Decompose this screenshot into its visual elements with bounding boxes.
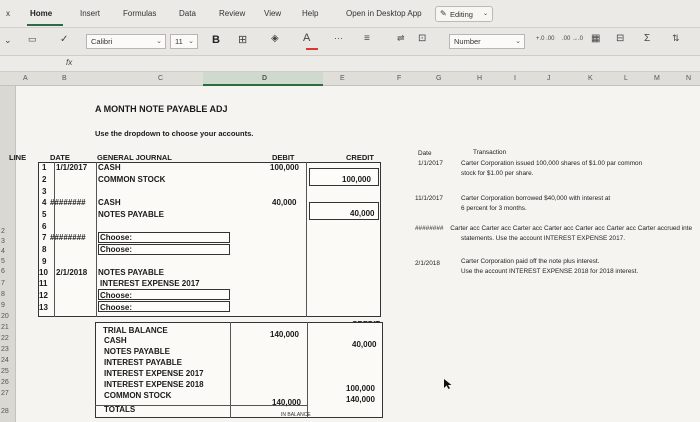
row-header[interactable]: 26 — [1, 379, 9, 386]
wrap-text-icon[interactable]: ⇌ — [397, 33, 405, 43]
journal-credit[interactable]: 100,000 — [342, 175, 371, 184]
trial-balance-account: TOTALS — [104, 405, 136, 414]
journal-line-number: 8 — [42, 245, 47, 254]
sort-filter-icon[interactable]: ⇅ — [672, 33, 680, 43]
column-header-f[interactable]: F — [397, 75, 402, 82]
journal-line-number: 6 — [42, 222, 47, 231]
row-header[interactable]: 24 — [1, 357, 9, 364]
column-header-b[interactable]: B — [62, 75, 67, 82]
instruction-text: Use the dropdown to choose your accounts. — [95, 129, 254, 138]
column-header-i[interactable]: I — [514, 75, 516, 82]
journal-line-number: 1 — [42, 163, 47, 172]
chevron-down-icon: ⌄ — [515, 38, 521, 45]
journal-header-credit: CREDIT — [346, 153, 374, 162]
journal-credit[interactable]: 40,000 — [350, 209, 375, 218]
decrease-decimal-button[interactable]: .00 →.0 — [562, 36, 584, 42]
trial-balance-account: NOTES PAYABLE — [104, 347, 170, 356]
active-tab-indicator — [27, 24, 63, 26]
column-header-bar — [0, 72, 700, 86]
row-header[interactable]: 6 — [1, 268, 5, 275]
trial-balance-title: TRIAL BALANCE — [103, 326, 168, 335]
font-size-value: 11 — [175, 37, 183, 46]
ribbon-tabs — [0, 0, 700, 28]
journal-account[interactable]: COMMON STOCK — [98, 175, 166, 184]
journal-line-number: 3 — [42, 187, 47, 196]
tab-home[interactable]: Home — [30, 9, 53, 18]
transaction-text: Carter Corporation issued 100,000 shares of $1.00 par common — [461, 160, 643, 167]
trial-balance-account: INTEREST PAYABLE — [104, 358, 182, 367]
row-header[interactable]: 28 — [1, 408, 9, 415]
format-table-icon[interactable]: ⊟ — [616, 33, 625, 44]
journal-header-debit: DEBIT — [272, 153, 295, 162]
journal-line-number: 5 — [42, 210, 47, 219]
column-header-l[interactable]: L — [624, 75, 628, 82]
journal-account[interactable]: CASH — [98, 163, 121, 172]
journal-debit[interactable]: 40,000 — [272, 198, 297, 207]
font-color-swatch — [306, 48, 318, 50]
sheet-title: A MONTH NOTE PAYABLE ADJ — [95, 104, 228, 114]
font-size-select[interactable] — [170, 34, 198, 49]
trial-balance-credit: 40,000 — [352, 340, 377, 349]
font-name-select[interactable] — [86, 34, 166, 49]
formula-bar[interactable] — [0, 56, 700, 72]
chevron-down-icon: ⌄ — [156, 38, 162, 45]
fill-color-icon[interactable]: ◈ — [271, 33, 279, 44]
column-header-g[interactable]: G — [436, 75, 442, 82]
bold-button[interactable]: B — [212, 34, 220, 46]
ribbon-toolbar — [0, 28, 700, 56]
chevron-down-icon[interactable]: ⌄ — [4, 35, 12, 45]
row-header[interactable]: 3 — [1, 238, 5, 245]
conditional-format-icon[interactable]: ▦ — [591, 33, 601, 44]
journal-line-number: 4 — [42, 198, 47, 207]
editing-mode-button[interactable] — [435, 6, 493, 22]
journal-account-dropdown[interactable]: Choose: — [100, 303, 132, 312]
trial-balance-debit: 140,000 — [270, 330, 299, 339]
journal-debit[interactable]: 100,000 — [270, 163, 299, 172]
journal-line-number: 7 — [42, 233, 47, 242]
journal-account[interactable]: CASH — [98, 198, 121, 207]
paste-icon[interactable]: ▭ — [28, 34, 37, 44]
more-options-button[interactable]: ··· — [334, 33, 343, 43]
align-icon[interactable]: ≡ — [364, 33, 370, 44]
tab-data[interactable]: Data — [179, 9, 196, 18]
row-header[interactable]: 21 — [1, 324, 9, 331]
column-header-m[interactable]: M — [654, 75, 660, 82]
row-header[interactable]: 2 — [1, 228, 5, 235]
trial-balance-account: COMMON STOCK — [104, 391, 172, 400]
transactions-header-transaction: Transaction — [473, 149, 507, 156]
journal-account-dropdown[interactable]: Choose: — [100, 233, 132, 242]
journal-line-number: 9 — [42, 257, 47, 266]
column-divider — [230, 322, 231, 418]
transaction-date: 1/1/2017 — [418, 160, 443, 167]
borders-icon[interactable]: ⊞ — [238, 34, 248, 46]
row-header[interactable]: 5 — [1, 258, 5, 265]
tab-help[interactable]: Help — [302, 9, 319, 18]
transaction-date: 11/1/2017 — [415, 195, 443, 202]
journal-account[interactable]: INTEREST EXPENSE 2017 — [100, 279, 200, 288]
column-header-n[interactable]: N — [686, 75, 692, 82]
row-header[interactable]: 27 — [1, 390, 9, 397]
transaction-row — [415, 225, 700, 232]
journal-account-dropdown[interactable]: Choose: — [100, 245, 132, 254]
row-header[interactable]: 20 — [1, 313, 9, 320]
transaction-text: statements. Use the account INTEREST EXPENSE 2017. — [461, 235, 625, 242]
row-header[interactable]: 7 — [1, 280, 5, 287]
trial-balance-total-credit: 140,000 — [346, 395, 375, 404]
journal-header-line: LINE — [9, 153, 27, 162]
journal-line-number: 11 — [39, 279, 48, 288]
row-header[interactable]: 23 — [1, 346, 9, 353]
column-header-d[interactable]: D — [262, 75, 268, 82]
format-painter-icon[interactable]: ✓ — [60, 34, 69, 45]
transactions-header-date: Date — [418, 150, 432, 157]
journal-account[interactable]: NOTES PAYABLE — [98, 210, 164, 219]
trial-balance-account: CASH — [104, 336, 127, 345]
journal-line-number: 2 — [42, 175, 47, 184]
trial-balance-account: INTEREST EXPENSE 2017 — [104, 369, 204, 378]
journal-account-dropdown[interactable]: Choose: — [100, 291, 132, 300]
chevron-down-icon: ⌄ — [482, 11, 488, 17]
tab-insert[interactable]: Insert — [80, 9, 101, 18]
editing-label: Editing — [450, 10, 473, 19]
number-format-value: Number — [454, 37, 481, 46]
journal-date[interactable]: 2/1/2018 — [56, 268, 88, 277]
column-header-k[interactable]: K — [588, 75, 593, 82]
journal-header-date: DATE — [50, 153, 70, 162]
journal-date[interactable]: ######## — [50, 198, 86, 207]
journal-line-number: 10 — [39, 268, 48, 277]
column-divider — [96, 162, 97, 317]
tab-review[interactable]: Review — [219, 9, 246, 18]
column-divider — [306, 162, 307, 317]
journal-line-number: 13 — [39, 303, 48, 312]
journal-date[interactable]: ######## — [50, 233, 86, 242]
row-header[interactable]: 22 — [1, 335, 9, 342]
trial-balance-account: INTEREST EXPENSE 2018 — [104, 380, 204, 389]
transaction-text: Use the account INTEREST EXPENSE 2018 for 2018 interest. — [461, 268, 639, 275]
chevron-down-icon: ⌄ — [188, 38, 194, 45]
number-format-select[interactable] — [449, 34, 525, 49]
column-header-e[interactable]: E — [340, 75, 345, 82]
journal-account[interactable]: NOTES PAYABLE — [98, 268, 164, 277]
transaction-text: Carter Corporation paid off the note plus interest. — [461, 258, 600, 265]
row-header[interactable]: 8 — [1, 291, 5, 298]
function-icon[interactable]: fx — [66, 58, 73, 67]
merge-icon[interactable]: ⊡ — [418, 33, 427, 44]
font-color-icon[interactable]: A — [303, 32, 311, 44]
balance-status: IN BALANCE — [281, 412, 311, 418]
open-in-desktop-button[interactable]: Open in Desktop App — [346, 9, 422, 18]
column-divider — [307, 322, 308, 418]
increase-decimal-button[interactable]: +.0 .00 — [536, 36, 555, 42]
journal-header-account: GENERAL JOURNAL — [97, 153, 172, 162]
column-header-j[interactable]: J — [547, 75, 551, 82]
pencil-icon: ✎ — [440, 9, 447, 18]
autosum-icon[interactable]: Σ — [644, 33, 651, 44]
font-name-value: Calibri — [91, 37, 113, 46]
transaction-text: stock for $1.00 per share. — [461, 170, 534, 177]
mouse-cursor-icon — [444, 379, 452, 389]
row-header[interactable]: 4 — [1, 248, 5, 255]
tab-formulas[interactable]: Formulas — [123, 9, 157, 18]
transaction-text: Carter Corporation borrowed $40,000 with interest at — [461, 195, 611, 202]
column-header-h[interactable]: H — [477, 75, 483, 82]
row-header[interactable]: 9 — [1, 302, 5, 309]
tab-view[interactable]: View — [264, 9, 282, 18]
trial-balance-total-debit: 140,000 — [272, 398, 301, 407]
transaction-date: 2/1/2018 — [415, 260, 440, 267]
app-icon[interactable]: x — [6, 9, 10, 18]
trial-balance-credit: 100,000 — [346, 384, 375, 393]
transaction-text: Carter acc Carter acc Carter acc Carter acc Carter acc Carter acc Carter accrued inte — [450, 225, 693, 232]
column-header-c[interactable]: C — [158, 75, 164, 82]
column-header-a[interactable]: A — [23, 75, 28, 82]
row-header[interactable]: 25 — [1, 368, 9, 375]
transaction-date: ######## — [415, 225, 444, 232]
transaction-text: 6 percent for 3 months. — [461, 205, 527, 212]
journal-date[interactable]: 1/1/2017 — [56, 163, 88, 172]
journal-line-number: 12 — [39, 291, 48, 300]
